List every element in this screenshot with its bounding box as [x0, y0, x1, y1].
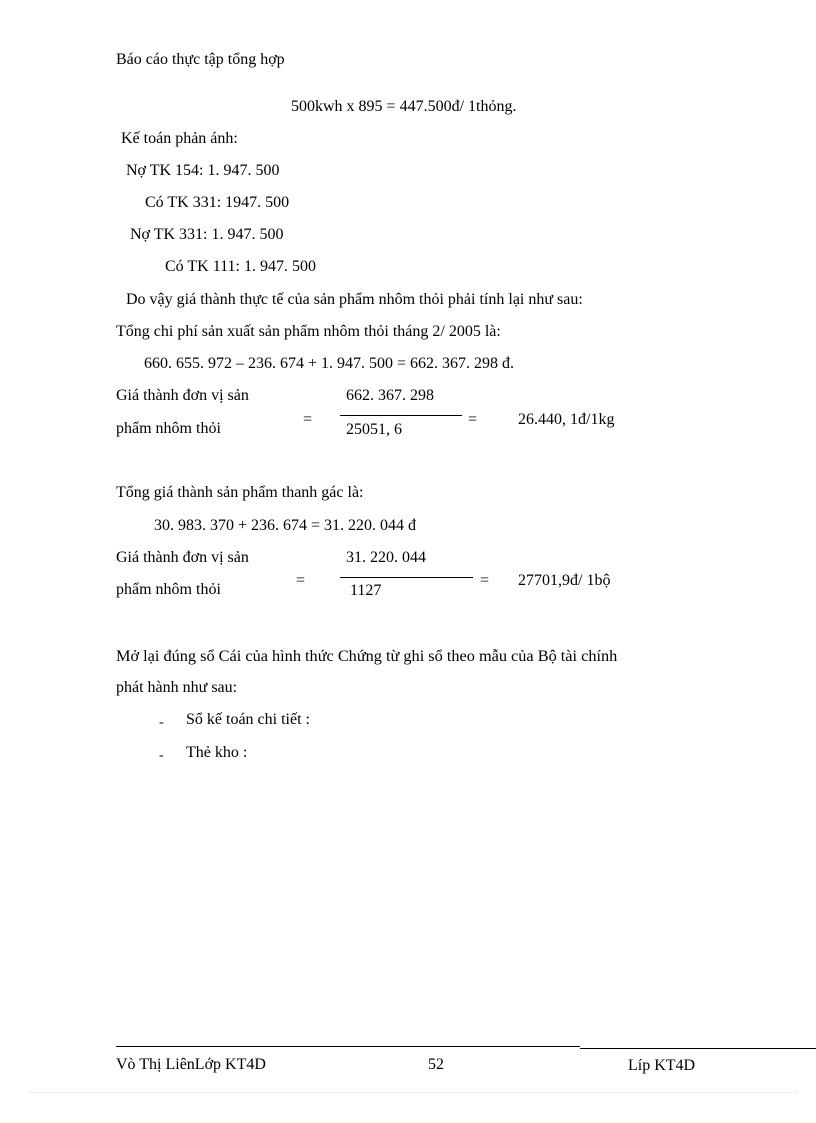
- fraction-2-equals-left: =: [296, 572, 306, 589]
- entry-no-331: Nợ TK 331: 1. 947. 500: [130, 226, 284, 243]
- fraction-1-numerator: 662. 367. 298: [346, 387, 434, 404]
- footer-class: Líp KT4D: [628, 1057, 696, 1074]
- entry-co-111: Có TK 111: 1. 947. 500: [165, 258, 316, 275]
- entry-co-331: Có TK 331: 1947. 500: [145, 194, 290, 211]
- footer-rule-left: [116, 1046, 580, 1047]
- fraction-1-bar: [340, 415, 462, 416]
- ke-toan-phan-anh: Kế toán phản ánh:: [121, 130, 238, 147]
- paragraph-line2: phát hành như sau:: [116, 679, 238, 696]
- fraction-1-equals-right: =: [468, 411, 478, 428]
- fraction-2-denominator: 1127: [350, 582, 382, 599]
- fraction-1-label-line1: Giá thành đơn vị sản: [116, 387, 249, 404]
- tong-chi-phi-text: Tổng chi phí sản xuất sản phẩm nhôm thỏi tháng 2/ 2005 là:: [116, 323, 501, 340]
- footer-author: Vò Thị LiênLớp KT4D: [116, 1056, 266, 1073]
- page-bottom-dotted-rule: [28, 1092, 798, 1093]
- tong-gia-thanh-text: Tổng giá thành sản phẩm thanh gác là:: [116, 484, 364, 501]
- fraction-2-numerator: 31. 220. 044: [346, 549, 426, 566]
- calc-total-cost: 660. 655. 972 – 236. 674 + 1. 947. 500 = 662. 367. 298 đ.: [144, 355, 515, 372]
- fraction-1-denominator: 25051, 6: [346, 421, 402, 438]
- fraction-1-label-line2: phẩm nhôm thỏi: [116, 420, 221, 437]
- list-bullet: -: [159, 748, 164, 763]
- fraction-2-label-line1: Giá thành đơn vị sản: [116, 549, 249, 566]
- fraction-1-result: 26.440, 1đ/1kg: [518, 411, 615, 428]
- entry-no-154: Nợ TK 154: 1. 947. 500: [126, 162, 280, 179]
- fraction-2-result: 27701,9đ/ 1bộ: [518, 572, 611, 589]
- fraction-2-bar: [340, 577, 473, 578]
- list-item-so-ke-toan: Sổ kế toán chi tiết :: [186, 711, 310, 728]
- do-vay-text: Do vậy giá thành thực tế của sản phẩm nhôm thỏi phải tính lại như sau:: [126, 291, 583, 308]
- footer-page-number: 52: [428, 1056, 444, 1073]
- fraction-2-equals-right: =: [480, 572, 490, 589]
- fraction-1-equals-left: =: [303, 411, 313, 428]
- list-item-the-kho: Thẻ kho :: [186, 744, 248, 761]
- fraction-2-label-line2: phẩm nhôm thỏi: [116, 581, 221, 598]
- footer-rule-right: [580, 1048, 816, 1049]
- calc-electricity: 500kwh x 895 = 447.500đ/ 1thỏng.: [291, 98, 517, 115]
- list-bullet: -: [159, 715, 164, 730]
- calc-total-gac: 30. 983. 370 + 236. 674 = 31. 220. 044 đ: [154, 517, 417, 534]
- paragraph-line1: Mở lại đúng sổ Cái của hình thức Chứng từ ghi sổ theo mẫu của Bộ tài chính: [116, 646, 618, 665]
- page-header-title: Báo cáo thực tập tổng hợp: [116, 51, 285, 68]
